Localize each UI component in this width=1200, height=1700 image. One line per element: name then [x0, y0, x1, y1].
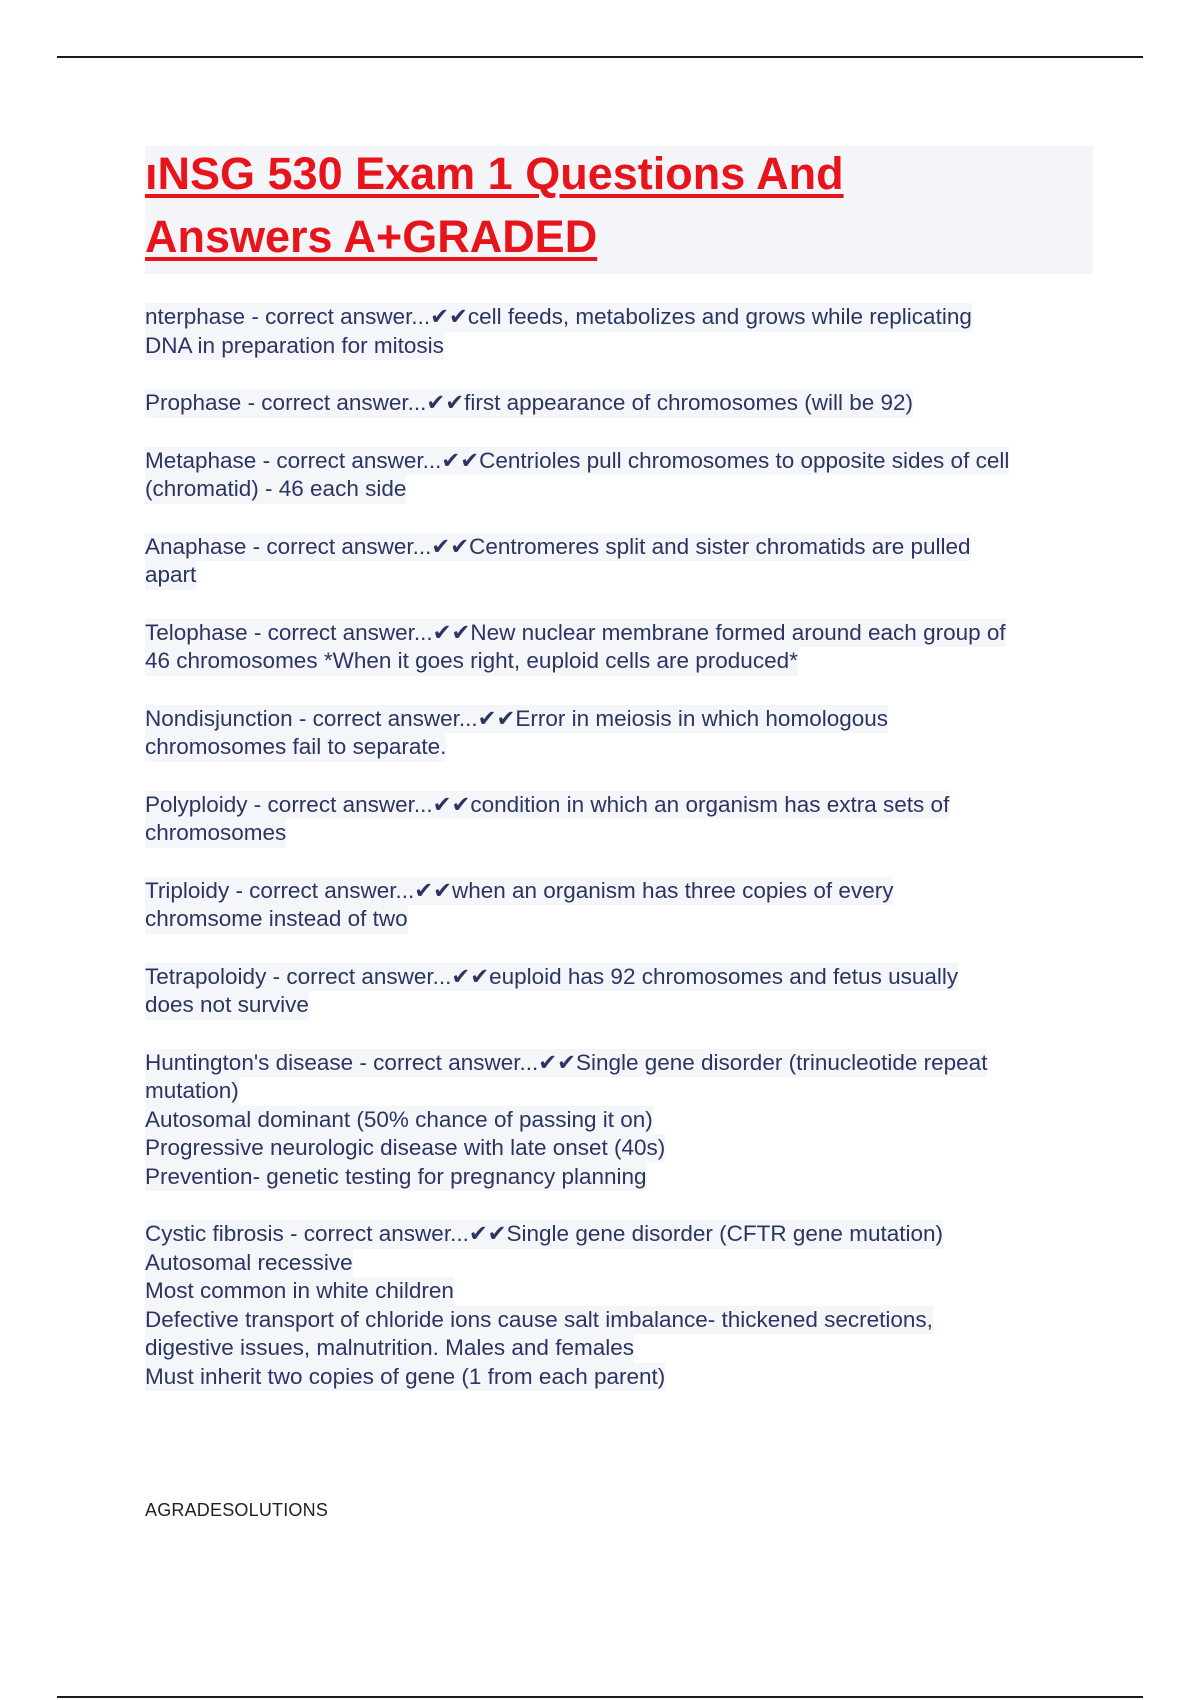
entry-line: Most common in white children: [145, 1277, 454, 1306]
qa-entry-metaphase: [145, 447, 1105, 504]
qa-entry-anaphase: [145, 533, 1105, 590]
entry-line: Autosomal recessive: [145, 1249, 353, 1278]
qa-entry-huntingtons: [145, 1049, 1105, 1192]
entry-line: Nondisjunction - correct answer...✔✔Error in meiosis in which homologous: [145, 705, 888, 734]
qa-list: [145, 303, 1105, 1420]
entry-line: digestive issues, malnutrition. Males and females: [145, 1334, 634, 1363]
footer-brand: AGRADESOLUTIONS: [145, 1500, 329, 1520]
qa-entry-nondisjunction: [145, 705, 1105, 762]
entry-line: Autosomal dominant (50% chance of passing it on): [145, 1106, 653, 1135]
entry-line: Anaphase - correct answer...✔✔Centromeres split and sister chromatids are pulled: [145, 533, 971, 562]
entry-line: 46 chromosomes *When it goes right, euploid cells are produced*: [145, 647, 798, 676]
entry-line: does not survive: [145, 991, 309, 1020]
entry-line: chromsome instead of two: [145, 905, 408, 934]
entry-line: Polyploidy - correct answer...✔✔condition in which an organism has extra sets of: [145, 791, 949, 820]
entry-line: Progressive neurologic disease with late onset (40s): [145, 1134, 665, 1163]
entry-line: chromosomes fail to separate.: [145, 733, 446, 762]
qa-entry-telophase: [145, 619, 1105, 676]
qa-entry-prophase: [145, 389, 1105, 418]
document-title-line-1: ıNSG 530 Exam 1 Questions And: [145, 148, 844, 199]
top-rule: [57, 56, 1143, 58]
qa-entry-cystic-fibrosis: [145, 1220, 1105, 1391]
entry-line: chromosomes: [145, 819, 286, 848]
document-title-line-2: Answers A+GRADED: [145, 211, 598, 262]
entry-line: Defective transport of chloride ions cause salt imbalance- thickened secretions,: [145, 1306, 933, 1335]
entry-line: Triploidy - correct answer...✔✔when an organism has three copies of every: [145, 877, 893, 906]
entry-line: mutation): [145, 1077, 239, 1106]
entry-line: Must inherit two copies of gene (1 from each parent): [145, 1363, 665, 1392]
entry-line: Huntington's disease - correct answer...✔✔Single gene disorder (trinucleotide repeat: [145, 1049, 987, 1078]
entry-line: nterphase - correct answer...✔✔cell feeds, metabolizes and grows while replicating: [145, 303, 972, 332]
entry-line: Metaphase - correct answer...✔✔Centrioles pull chromosomes to opposite sides of cell: [145, 447, 1009, 476]
qa-entry-interphase: [145, 303, 1105, 360]
entry-line: apart: [145, 561, 196, 590]
entry-line: (chromatid) - 46 each side: [145, 475, 406, 504]
entry-line: Prophase - correct answer...✔✔first appearance of chromosomes (will be 92): [145, 389, 913, 418]
bottom-rule: [57, 1696, 1143, 1698]
entry-line: Prevention- genetic testing for pregnancy planning: [145, 1163, 647, 1192]
qa-entry-tetrapoloidy: [145, 963, 1105, 1020]
qa-entry-polyploidy: [145, 791, 1105, 848]
entry-line: Tetrapoloidy - correct answer...✔✔euploid has 92 chromosomes and fetus usually: [145, 963, 958, 992]
entry-line: Cystic fibrosis - correct answer...✔✔Single gene disorder (CFTR gene mutation): [145, 1220, 943, 1249]
qa-entry-triploidy: [145, 877, 1105, 934]
entry-line: Telophase - correct answer...✔✔New nuclear membrane formed around each group of: [145, 619, 1006, 648]
entry-line: DNA in preparation for mitosis: [145, 332, 444, 361]
